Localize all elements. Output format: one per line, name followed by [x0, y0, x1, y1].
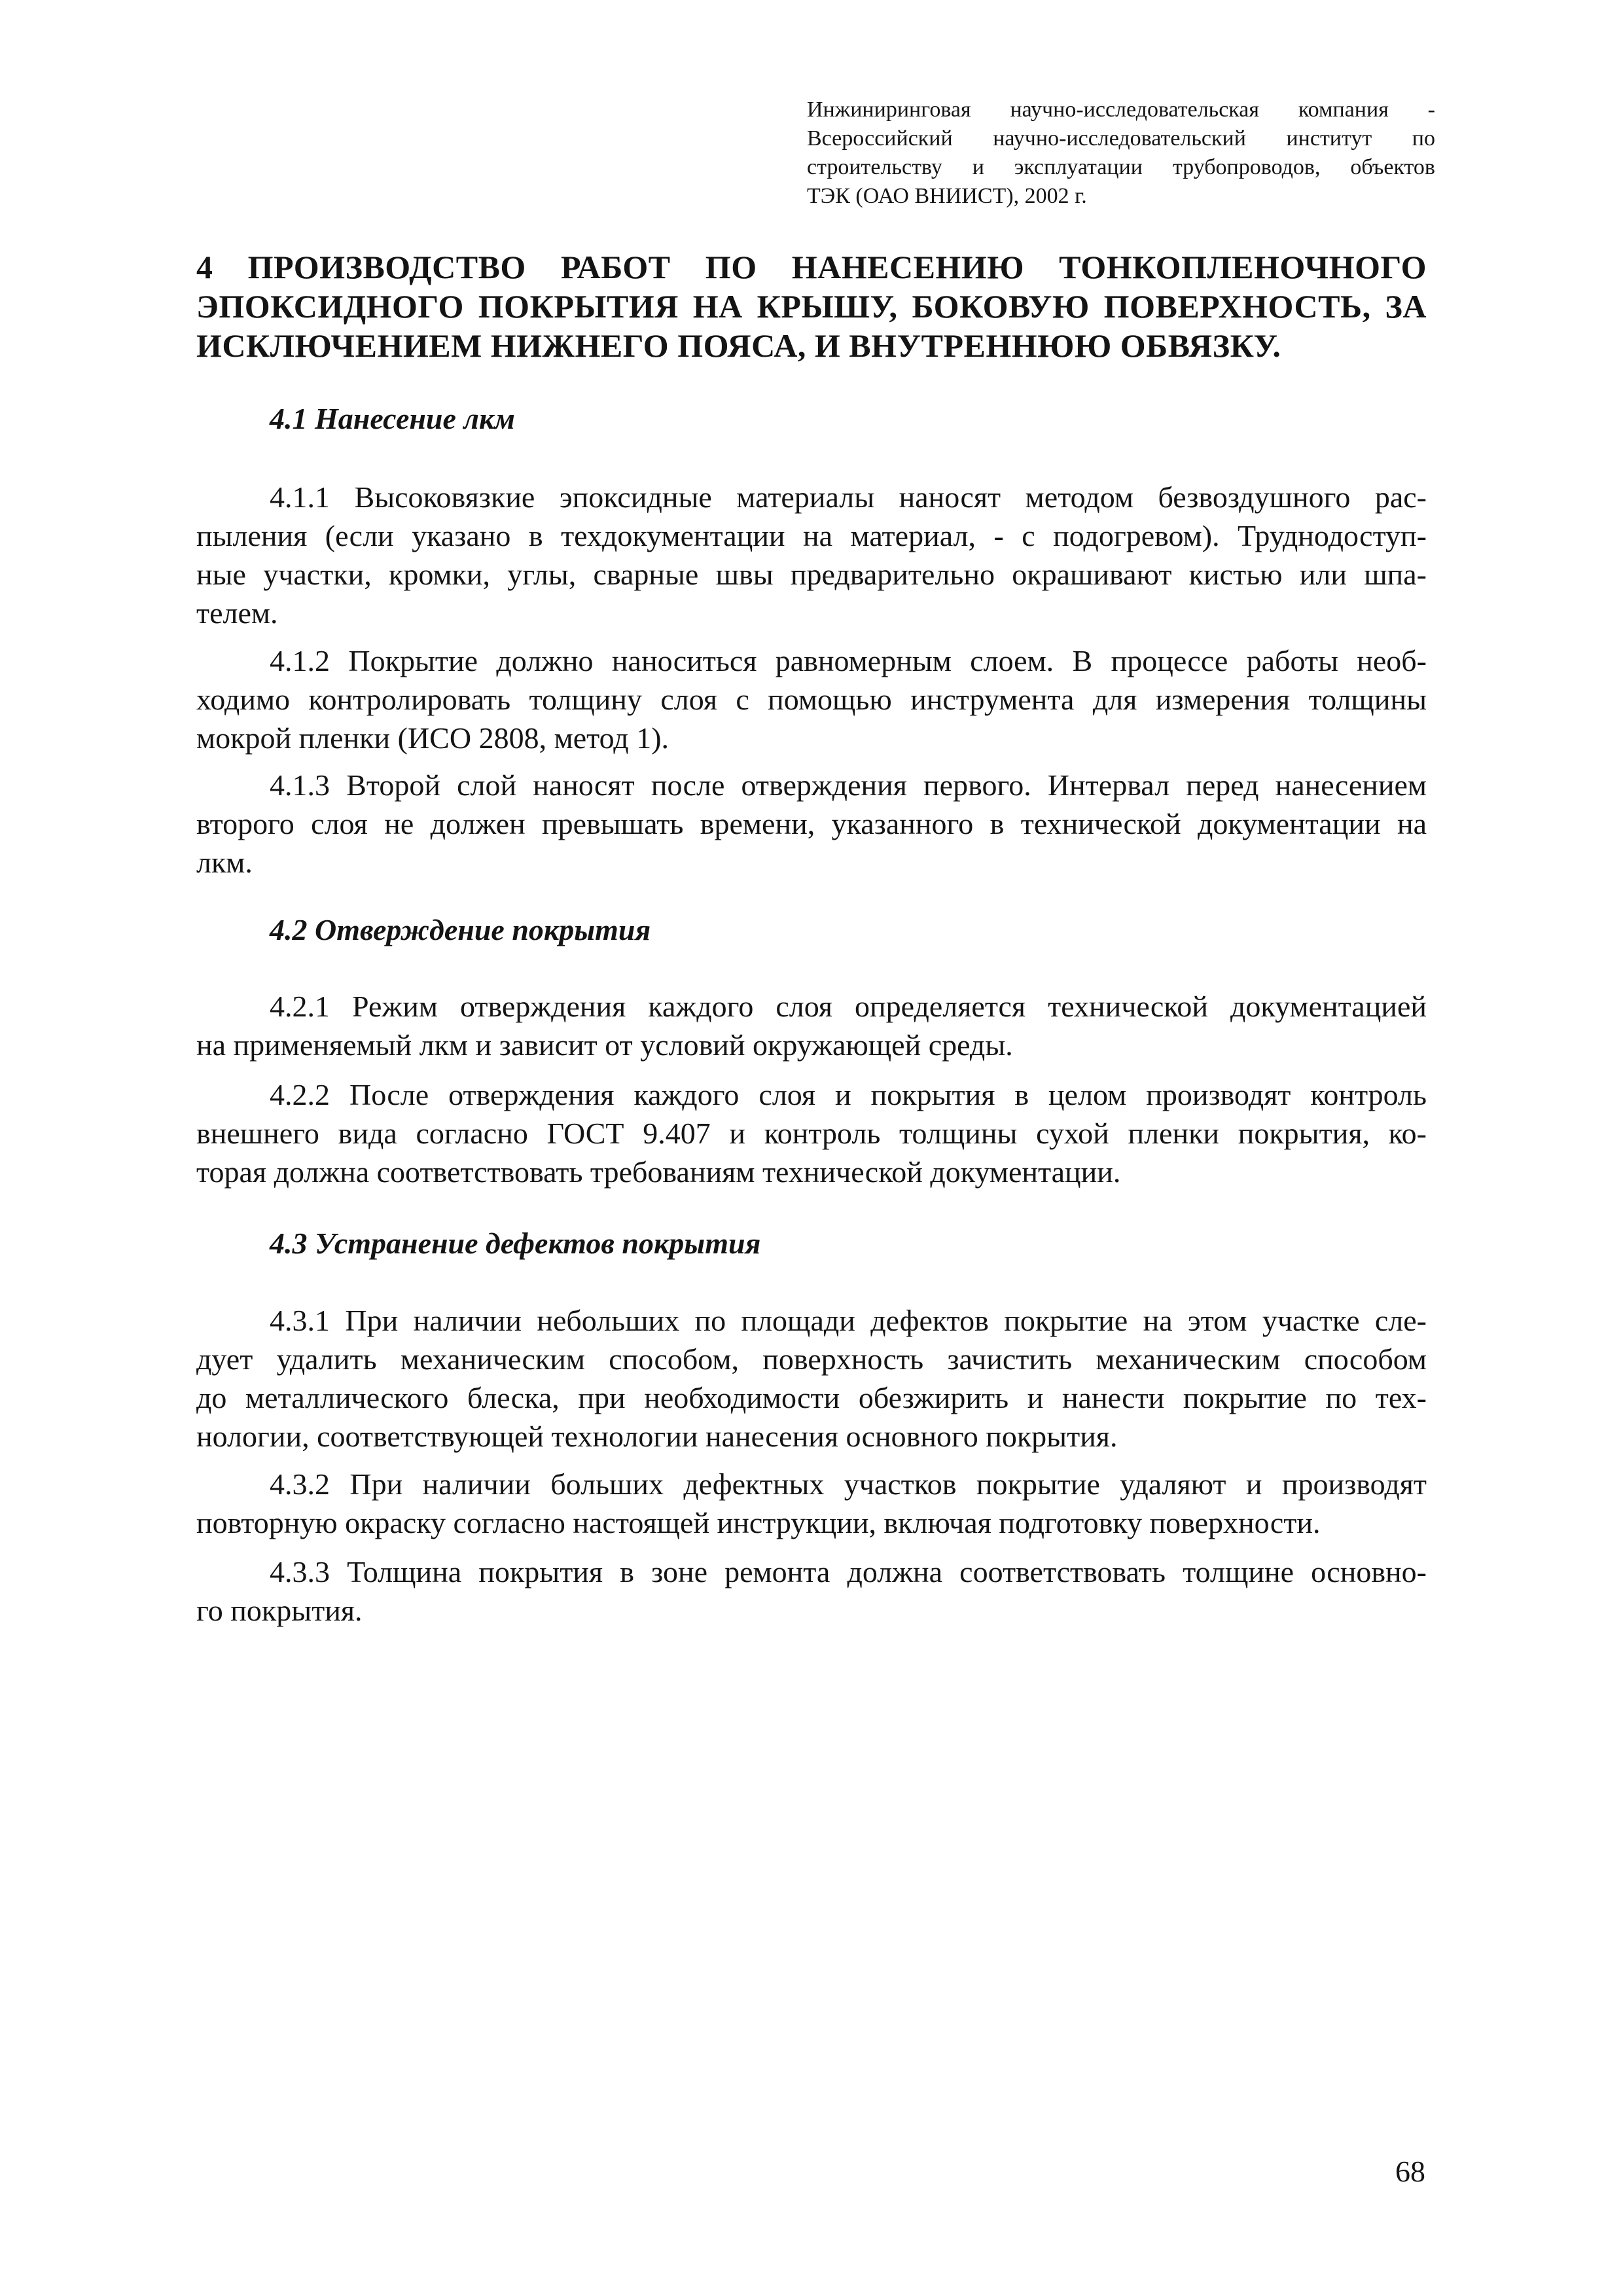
- paragraph-line: повторную окраску согласно настоящей инструкции, включая подготовку поверхности.: [196, 1506, 1321, 1539]
- paragraph-line: ходимо контролировать толщину слоя с помощью инструмента для измерения толщины: [196, 683, 1427, 716]
- paragraph-line: второго слоя не должен превышать времени, указанного в технической документации на: [196, 807, 1427, 840]
- paragraph-4-3-2: [196, 1465, 1427, 1542]
- paragraph-4-2-1: [196, 987, 1427, 1064]
- paragraph-line: нологии, соответствующей технологии нанесения основного покрытия.: [196, 1420, 1118, 1453]
- paragraph-4-3-1: [196, 1301, 1427, 1456]
- paragraph-line: 4.3.2 При наличии больших дефектных участков покрытие удаляют и производят: [270, 1467, 1427, 1501]
- paragraph-line: 4.1.1 Высоковязкие эпоксидные материалы наносят методом безвоздушного рас-: [270, 480, 1427, 514]
- paragraph-line: 4.2.2 После отверждения каждого слоя и покрытия в целом производят контроль: [270, 1078, 1427, 1111]
- paragraph-line: 4.1.2 Покрытие должно наноситься равномерным слоем. В процессе работы необ-: [270, 644, 1427, 677]
- paragraph-line: до металлического блеска, при необходимости обезжирить и нанести покрытие по тех-: [196, 1381, 1427, 1414]
- paragraph-line: пыления (если указано в техдокументации на материал, - с подогревом). Труднодоступ-: [196, 519, 1427, 552]
- paragraph-line: лкм.: [196, 846, 253, 879]
- page-number: 68: [1395, 2155, 1425, 2188]
- paragraph-4-2-2: [196, 1075, 1427, 1191]
- paragraph-line: 4.2.1 Режим отверждения каждого слоя определяется технической документацией: [270, 990, 1427, 1023]
- header-note-line: ТЭК (ОАО ВНИИСТ), 2002 г.: [807, 184, 1087, 208]
- subsection-title-4-2: 4.2 Отверждение покрытия: [270, 913, 651, 946]
- paragraph-line: 4.1.3 Второй слой наносят после отверждения первого. Интервал перед нанесением: [270, 768, 1427, 802]
- paragraph-line: 4.3.3 Толщина покрытия в зоне ремонта должна соответствовать толщине основно-: [270, 1555, 1427, 1588]
- paragraph-line: ные участки, кромки, углы, сварные швы предварительно окрашивают кистью или шпа-: [196, 558, 1427, 591]
- paragraph-line: 4.3.1 При наличии небольших по площади дефектов покрытие на этом участке сле-: [270, 1304, 1427, 1337]
- paragraph-4-1-1: [196, 478, 1427, 632]
- paragraph-4-1-2: [196, 641, 1427, 757]
- paragraph-line: внешнего вида согласно ГОСТ 9.407 и контроль толщины сухой пленки покрытия, ко-: [196, 1117, 1427, 1150]
- section-title-line: ЭПОКСИДНОГО ПОКРЫТИЯ НА КРЫШУ, БОКОВУЮ ПОВЕРХНОСТЬ, ЗА: [196, 288, 1427, 325]
- section-title-line: 4 ПРОИЗВОДСТВО РАБОТ ПО НАНЕСЕНИЮ ТОНКОПЛЕНОЧНОГО: [196, 249, 1427, 285]
- subsection-title-4-3: 4.3 Устранение дефектов покрытия: [270, 1227, 761, 1260]
- header-note: [807, 96, 1435, 211]
- paragraph-line: телем.: [196, 596, 278, 630]
- section-title: [196, 247, 1427, 365]
- paragraph-line: мокрой пленки (ИСО 2808, метод 1).: [196, 721, 669, 755]
- paragraph-line: на применяемый лкм и зависит от условий окружающей среды.: [196, 1028, 1013, 1062]
- header-note-line: Инжиниринговая научно-исследовательская компания -: [807, 98, 1435, 122]
- paragraph-line: дует удалить механическим способом, поверхность зачистить механическим способом: [196, 1342, 1427, 1376]
- subsection-title-4-1: 4.1 Нанесение лкм: [270, 402, 515, 435]
- header-note-line: строительству и эксплуатации трубопроводов, объектов: [807, 155, 1435, 179]
- paragraph-line: го покрытия.: [196, 1594, 363, 1627]
- paragraph-line: торая должна соответствовать требованиям технической документации.: [196, 1155, 1121, 1189]
- paragraph-4-1-3: [196, 766, 1427, 882]
- paragraph-4-3-3: [196, 1552, 1427, 1630]
- section-title-line: ИСКЛЮЧЕНИЕМ НИЖНЕГО ПОЯСА, И ВНУТРЕННЮЮ ОБВЯЗКУ.: [196, 327, 1281, 364]
- header-note-line: Всероссийский научно-исследовательский институт по: [807, 126, 1435, 151]
